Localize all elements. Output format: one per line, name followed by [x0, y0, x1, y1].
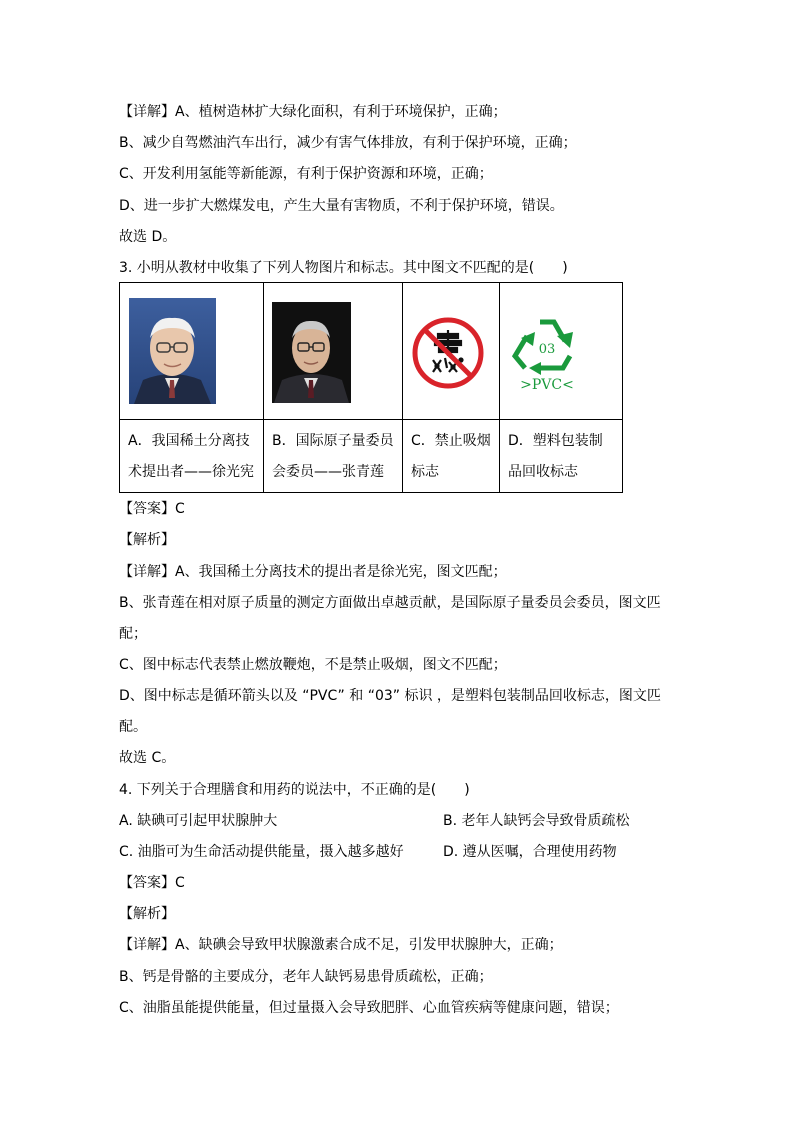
text-line: C、图中标志代表禁止燃放鞭炮，不是禁止吸烟，图文不匹配； — [119, 657, 507, 673]
answer-label: 【答案】C — [119, 875, 185, 891]
caption-b: B．国际原子量委员 会委员——张青莲 — [264, 420, 403, 493]
text-line: B、减少自驾燃油汽车出行，减少有害气体排放，有利于保护环境，正确； — [119, 135, 577, 151]
option-b: B. 老年人缺钙会导致骨质疏松 — [443, 813, 630, 829]
recycle-label: >PVC< — [520, 377, 574, 393]
analysis-label: 【解析】 — [119, 532, 175, 548]
option-c: C. 油脂可为生命活动提供能量，摄入越多越好 — [119, 844, 404, 860]
text-line: 故选 D。 — [119, 229, 177, 245]
text-line: B、张青莲在相对原子质量的测定方面做出卓越贡献，是国际原子量委员会委员，图文匹 — [119, 595, 661, 611]
text-line: B、钙是骨骼的主要成分，老年人缺钙易患骨质疏松，正确； — [119, 969, 493, 985]
portrait-zhang-qinglian — [272, 302, 351, 403]
caption-a: A．我国稀土分离技 术提出者——徐光宪 — [120, 420, 264, 493]
text-line: 故选 C。 — [119, 750, 176, 766]
text-line: D、图中标志是循环箭头以及 “PVC” 和 “03” 标识 ，是塑料包装制品回收标志，图文匹 — [119, 688, 661, 704]
analysis-label: 【解析】 — [119, 906, 175, 922]
no-firecrackers-sign-icon — [411, 316, 485, 390]
recycle-pvc-sign-icon — [507, 312, 587, 394]
text-line: 【详解】A、我国稀土分离技术的提出者是徐光宪，图文匹配； — [119, 564, 507, 580]
text-line: 【详解】A、植树造林扩大绿化面积，有利于环境保护，正确； — [119, 104, 507, 120]
text-line: 【详解】A、缺碘会导致甲状腺激素合成不足，引发甲状腺肿大，正确； — [119, 937, 563, 953]
caption-c: C．禁止吸烟 标志 — [403, 420, 500, 493]
question-3-stem: 3. 小明从教材中收集了下列人物图片和标志。其中图文不匹配的是( ) — [119, 260, 568, 276]
question-4-stem: 4. 下列关于合理膳食和用药的说法中，不正确的是( ) — [119, 782, 470, 798]
portrait-xu-guangxian — [129, 298, 216, 404]
text-line: D、进一步扩大燃煤发电，产生大量有害物质，不利于保护环境，错误。 — [119, 198, 564, 214]
text-line: 配； — [119, 626, 147, 642]
text-line: 配。 — [119, 719, 147, 735]
text-line: C、开发利用氢能等新能源，有利于保护资源和环境，正确； — [119, 166, 493, 182]
recycle-code: 03 — [538, 342, 556, 357]
option-a: A. 缺碘可引起甲状腺肿大 — [119, 813, 278, 829]
text-line: C、油脂虽能提供能量，但过量摄入会导致肥胖、心血管疾病等健康问题，错误； — [119, 1000, 619, 1016]
answer-label: 【答案】C — [119, 501, 185, 517]
caption-d: D．塑料包装制 品回收标志 — [500, 420, 623, 493]
option-d: D. 遵从医嘱，合理使用药物 — [443, 844, 617, 860]
